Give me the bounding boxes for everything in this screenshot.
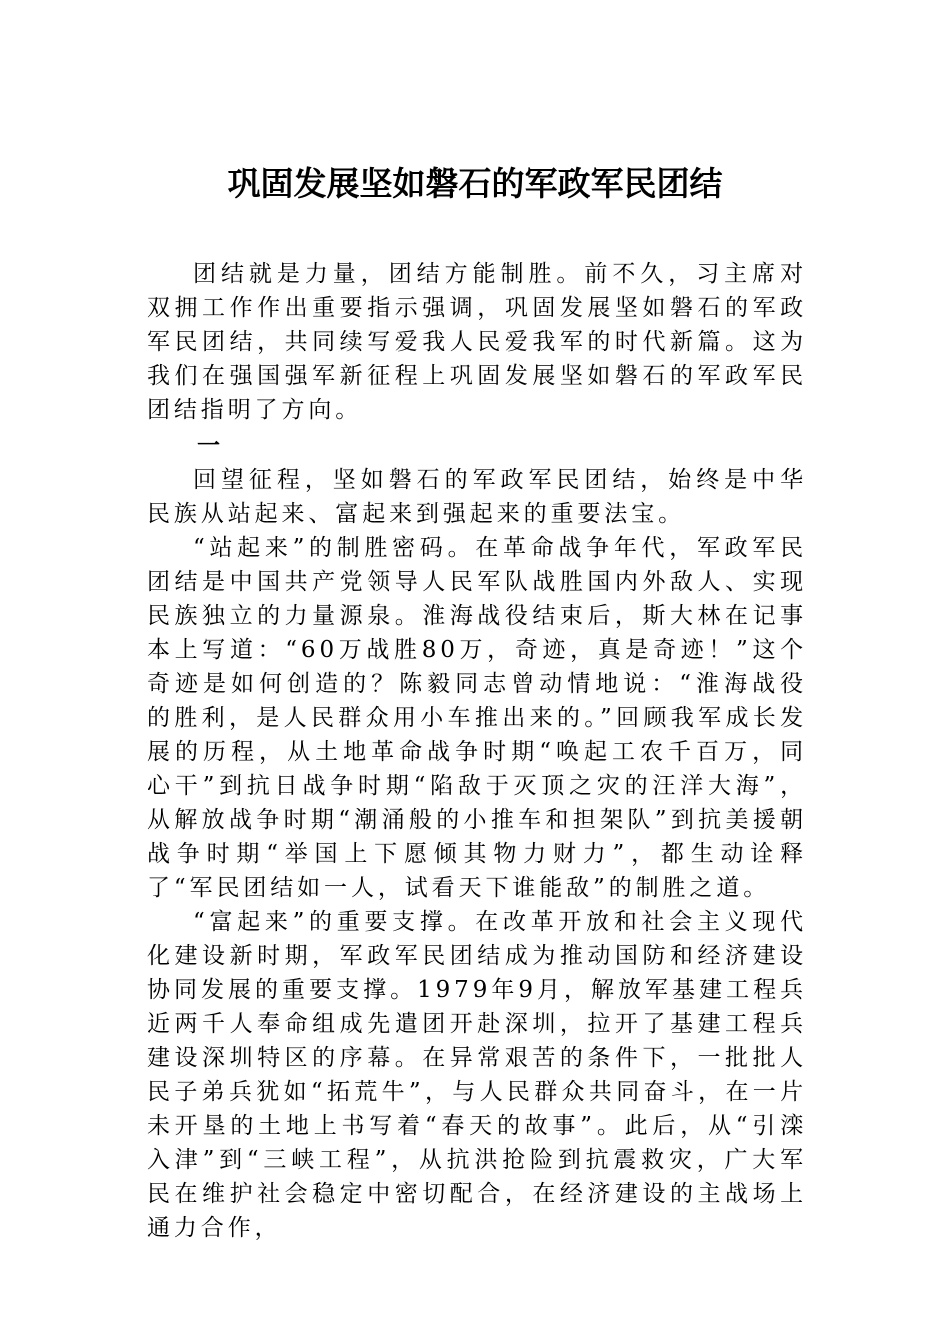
section-number: 一 [197, 432, 224, 459]
document-body [147, 257, 807, 1245]
section1-paragraph-3: “富起来”的重要支撑。在改革开放和社会主义现代化建设新时期，军政军民团结成为推动国防和经济建设协同发展的重要支撑。1979年9月，解放军基建工程兵近两千人奉命组成先遣团开赴深圳，拉开了基建工程兵建设深圳特区的序幕。在异常艰苦的条件下，一批批人民子弟兵犹如“拓荒牛”，与人民群众共同奋斗，在一片未开垦的土地上书写着“春天的故事”。此后，从“引滦入津”到“三峡工程”，从抗洪抢险到抗震救灾，广大军民在维护社会稳定中密切配合，在经济建设的主战场上通力合作， [147, 909, 807, 1241]
section1-paragraph-2: “站起来”的制胜密码。在革命战争年代，军政军民团结是中国共产党领导人民军队战胜国内外敌人、实现民族独立的力量源泉。淮海战役结束后，斯大林在记事本上写道：“60万战胜80万，奇迹，真是奇迹！”这个奇迹是如何创造的？陈毅同志曾动情地说：“淮海战役的胜利，是人民群众用小车推出来的。”回顾我军成长发展的历程，从土地革命战争时期“唤起工农千百万，同心干”到抗日战争时期“陷敌于灭顶之灾的汪洋大海”，从解放战争时期“潮涌般的小推车和担架队”到抗美援朝战争时期“举国上下愿倾其物力财力”，都生动诠释了“军民团结如一人，试看天下谁能敌”的制胜之道。 [147, 535, 807, 901]
intro-paragraph: 团结就是力量，团结方能制胜。前不久，习主席对双拥工作作出重要指示强调，巩固发展坚如磐石的军政军民团结，共同续写爱我人民爱我军的时代新篇。这为我们在强国强军新征程上巩固发展坚如磐石的军政军民团结指明了方向。 [147, 261, 807, 423]
section1-paragraph-1: 回望征程，坚如磐石的军政军民团结，始终是中华民族从站起来、富起来到强起来的重要法宝。 [147, 467, 807, 527]
document-title: 巩固发展坚如磐石的军政军民团结 [227, 164, 723, 203]
